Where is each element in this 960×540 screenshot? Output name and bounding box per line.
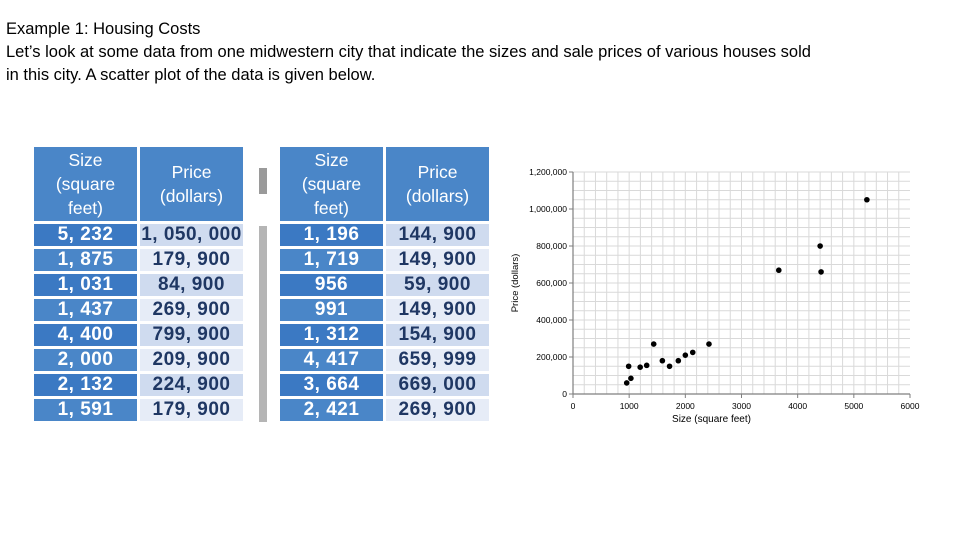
x-tick-label: 6000 [900,401,920,411]
price-cell: 269, 900 [140,299,243,321]
table-separator-top [259,168,267,194]
size-cell: 3, 664 [280,374,383,396]
data-point [628,375,634,381]
price-cell: 179, 900 [140,399,243,421]
y-tick-label: 1,000,000 [529,204,567,214]
table-row [280,399,489,421]
size-cell: 991 [280,299,383,321]
size-cell: 2, 132 [34,374,137,396]
table-row [280,274,489,296]
y-tick-label: 400,000 [536,315,567,325]
table-row [34,299,243,321]
x-tick-label: 3000 [732,401,751,411]
price-cell: 149, 900 [386,249,489,271]
price-cell: 179, 900 [140,249,243,271]
table-row [280,324,489,346]
size-cell: 4, 417 [280,349,383,371]
size-cell: 1, 591 [34,399,137,421]
data-point [637,364,643,370]
y-tick-label: 0 [562,389,567,399]
data-point [818,269,824,275]
price-cell: 59, 900 [386,274,489,296]
size-cell: 1, 031 [34,274,137,296]
data-table-right [277,144,492,424]
table-row [280,224,489,246]
price-cell: 224, 900 [140,374,243,396]
grid [573,172,910,394]
size-column-header: Size (square feet) [34,147,137,221]
x-tick-label: 1000 [619,401,639,411]
price-cell: 209, 900 [140,349,243,371]
size-cell: 4, 400 [34,324,137,346]
y-tick-label: 800,000 [536,241,567,251]
size-cell: 1, 312 [280,324,383,346]
data-point [683,352,689,358]
price-cell: 799, 900 [140,324,243,346]
size-cell: 1, 437 [34,299,137,321]
size-cell: 2, 421 [280,399,383,421]
x-tick-label: 0 [570,401,576,411]
price-cell: 269, 900 [386,399,489,421]
x-tick-label: 2000 [675,401,695,411]
size-cell: 5, 232 [34,224,137,246]
x-tick-label: 4000 [788,401,808,411]
data-point [660,358,666,364]
price-column-header: Price (dollars) [386,147,489,221]
table-row [34,274,243,296]
description-line-2: in this city. A scatter plot of the data is given below. [6,66,376,84]
table-row [34,324,243,346]
data-point [644,363,650,369]
table-row [34,349,243,371]
data-point [626,363,632,369]
price-cell: 154, 900 [386,324,489,346]
price-column-header: Price (dollars) [140,147,243,221]
intro-text [6,18,946,87]
data-table-left [31,144,246,424]
table-row [280,249,489,271]
data-point [776,267,782,273]
data-point [651,341,657,347]
y-tick-label: 1,200,000 [529,167,567,177]
data-point [690,350,696,356]
size-cell: 1, 719 [280,249,383,271]
size-cell: 1, 875 [34,249,137,271]
table-row [34,374,243,396]
axes [529,167,920,411]
price-cell: 1, 050, 000 [141,224,242,245]
price-cell: 669, 000 [386,374,489,396]
data-point [624,380,630,386]
example-heading: Example 1: Housing Costs [6,20,201,38]
data-point [706,341,712,347]
size-cell: 1, 196 [280,224,383,246]
size-cell: 956 [280,274,383,296]
price-cell: 84, 900 [140,274,243,296]
price-cell: 149, 900 [386,299,489,321]
data-point [676,358,682,364]
price-cell: 144, 900 [386,224,489,246]
y-tick-label: 600,000 [536,278,567,288]
size-cell: 2, 000 [34,349,137,371]
price-cell: 659, 999 [386,349,489,371]
table-row [34,249,243,271]
y-tick-label: 200,000 [536,352,567,362]
table-row [34,224,243,246]
table-row [280,349,489,371]
table-row [280,299,489,321]
data-point [864,197,870,203]
x-tick-label: 5000 [844,401,864,411]
y-axis-label: Price (dollars) [510,253,521,313]
x-axis-label: Size (square feet) [672,414,751,425]
data-point [817,243,823,249]
description-line-1: Let’s look at some data from one midwestern city that indicate the sizes and sale prices of various houses sold [6,43,811,61]
table-row [280,374,489,396]
table-row [34,399,243,421]
table-separator-bottom [259,226,267,422]
scatter-plot [505,160,920,430]
size-column-header: Size (square feet) [280,147,383,221]
data-point [667,363,673,369]
